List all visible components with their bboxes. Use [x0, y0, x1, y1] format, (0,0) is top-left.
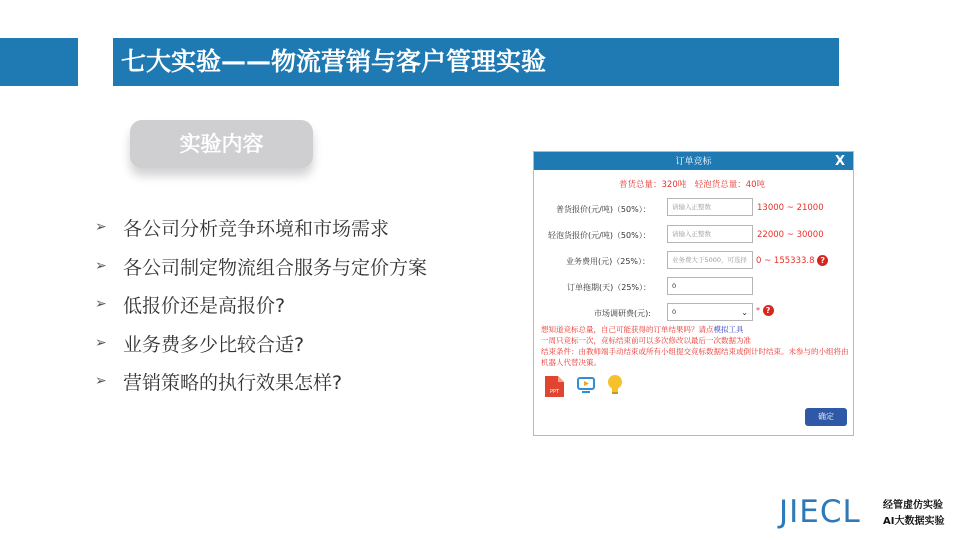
order-delay-label: 订单拖期(天)（25%）：: [567, 283, 652, 292]
section-label: 实验内容: [179, 132, 264, 156]
list-item: ➢ 各公司制定物流组合服务与定价方案: [95, 249, 427, 288]
arrow-bullet-icon: ➢: [95, 334, 107, 351]
regular-price-label: 普货报价(元/吨)（50%）：: [556, 205, 651, 214]
logo-tagline: 经管虚仿实验 AI大数据实验: [883, 500, 945, 527]
list-item: ➢ 营销策略的执行效果怎样?: [95, 364, 427, 403]
arrow-bullet-icon: ➢: [95, 219, 107, 236]
survey-fee-label: 市场调研费(元):: [594, 309, 651, 318]
list-item: ➢ 各公司分析竞争环境和市场需求: [95, 210, 427, 249]
weekly-note: 一周只竞标一次，竞标结束前可以多次修改以最后一次数据为准: [541, 336, 751, 345]
help-icon[interactable]: ?: [817, 255, 828, 266]
close-icon[interactable]: X: [834, 154, 845, 169]
chevron-down-icon: ⌄: [741, 308, 748, 317]
business-fee-input[interactable]: 业务费大于5000，可选择: [667, 251, 753, 269]
simulation-note: 想知道竞标总量，自己可能获得的订单结果吗？请点模拟工具: [541, 325, 744, 334]
confirm-button[interactable]: 确定: [805, 408, 847, 426]
regular-price-range: 13000 ~ 21000: [757, 203, 824, 213]
simulation-tool-link[interactable]: 模拟工具: [713, 325, 744, 334]
light-price-range: 22000 ~ 30000: [757, 230, 824, 240]
business-fee-range: 0 ~ 155333.8 ?: [756, 255, 828, 266]
dialog-title: 订单竞标: [675, 157, 712, 167]
video-icon[interactable]: [577, 376, 595, 394]
lightbulb-icon[interactable]: [606, 374, 624, 396]
arrow-bullet-icon: ➢: [95, 296, 107, 313]
totals-text: 普货总量：320吨 轻泡货总量：40吨: [619, 180, 766, 190]
regular-price-input[interactable]: 请输入正整数: [667, 198, 753, 216]
page-title: 七大实验——物流营销与客户管理实验: [121, 47, 547, 76]
section-label-pill: [130, 120, 313, 168]
ppt-icon[interactable]: [545, 376, 564, 397]
light-price-input[interactable]: 请输入正整数: [667, 225, 753, 243]
jiecl-logo: JIECL: [779, 494, 861, 530]
arrow-bullet-icon: ➢: [95, 373, 107, 390]
arrow-bullet-icon: ➢: [95, 257, 107, 274]
bullet-list: [95, 210, 427, 403]
light-price-label: 轻泡货报价(元/吨)（50%）：: [548, 231, 651, 240]
end-condition-note: 结束条件：由教师端手动结束或所有小组提交竞标数据结束或倒计时结束。未参与的小组将由机器人代替决策。: [541, 347, 849, 367]
header-bar: [113, 38, 839, 86]
survey-fee-select[interactable]: 0 ⌄: [667, 303, 753, 321]
bid-dialog: [533, 151, 854, 436]
list-item: ➢ 低报价还是高报价?: [95, 287, 427, 326]
required-star: * ?: [756, 305, 774, 316]
dialog-titlebar: [534, 152, 853, 170]
help-icon[interactable]: ?: [763, 305, 774, 316]
business-fee-label: 业务费用(元)（25%）：: [566, 257, 651, 266]
order-delay-input[interactable]: 0: [667, 277, 753, 295]
list-item: ➢ 业务费多少比较合适?: [95, 326, 427, 365]
svg-text:PPT: PPT: [549, 389, 560, 395]
header-accent-block: [0, 38, 78, 86]
